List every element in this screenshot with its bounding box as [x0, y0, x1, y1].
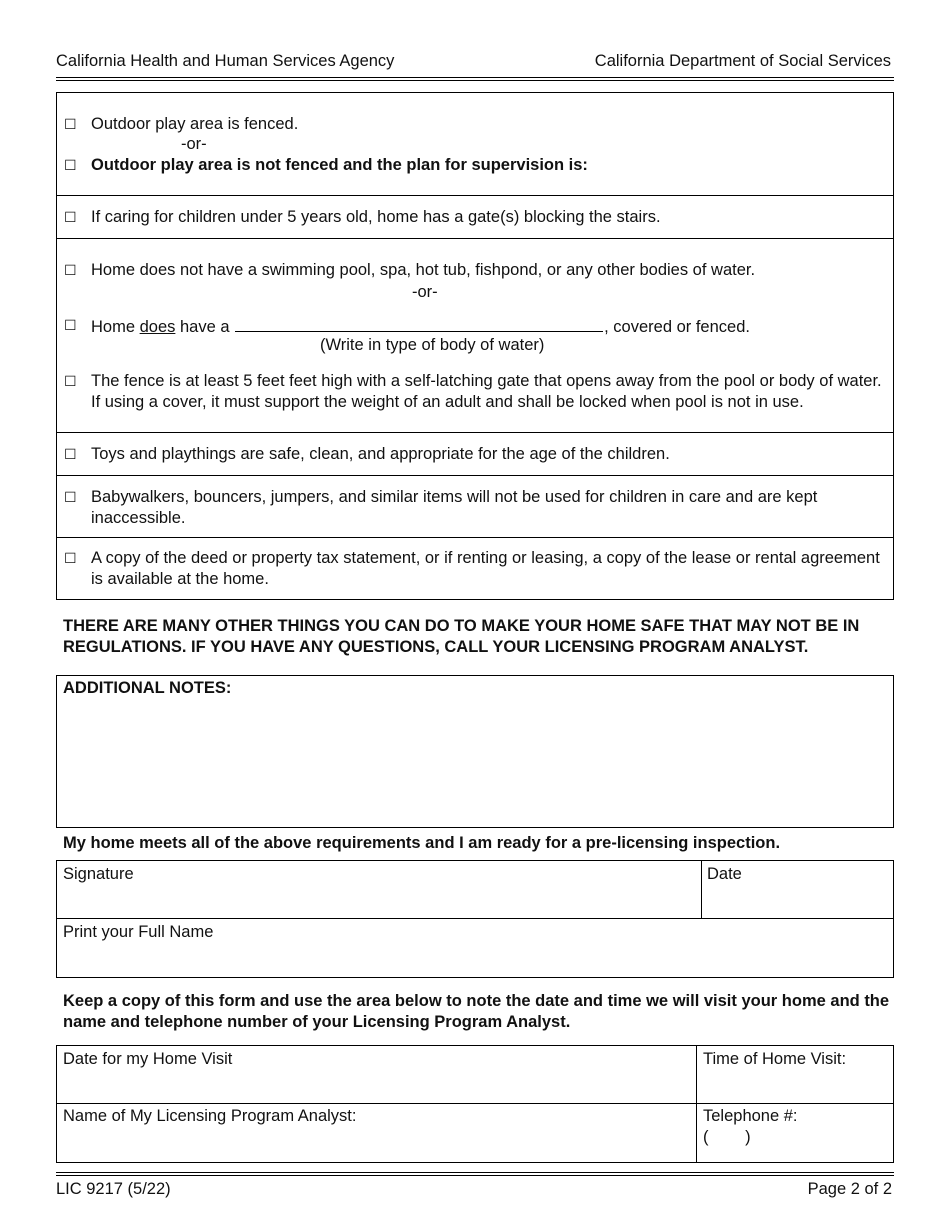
- outdoor-fenced-text: Outdoor play area is fenced.: [91, 115, 299, 133]
- deed-text: A copy of the deed or property tax statement, or if renting or leasing, a copy of the lease or rental agreement is available at the home.: [91, 549, 880, 588]
- header-rule-top: [56, 77, 894, 78]
- analyst-name-field[interactable]: [57, 1104, 696, 1161]
- checkbox-has-water[interactable]: ☐: [64, 318, 77, 334]
- additional-notes-field[interactable]: [56, 675, 894, 828]
- header-agency: California Health and Human Services Agency: [56, 52, 395, 70]
- no-water-text: Home does not have a swimming pool, spa, hot tub, fishpond, or any other bodies of water.: [91, 261, 756, 279]
- ready-statement: My home meets all of the above requirements and I am ready for a pre-licensing inspection.: [63, 834, 781, 852]
- home-visit-time-field[interactable]: [697, 1046, 892, 1103]
- home-visit-date-field[interactable]: [57, 1046, 696, 1103]
- babywalkers-section: [57, 476, 893, 538]
- checklist-item: [57, 548, 881, 589]
- checklist-item: [57, 487, 881, 528]
- water-have: have a: [179, 318, 230, 336]
- analyst-name-label: Name of My Licensing Program Analyst:: [63, 1107, 357, 1125]
- signature-field[interactable]: [57, 861, 701, 918]
- checklist-item: [57, 444, 670, 465]
- home-visit-date-label: Date for my Home Visit: [63, 1050, 233, 1068]
- telephone-area-code: ( ): [703, 1128, 751, 1146]
- checkbox-no-water[interactable]: ☐: [64, 263, 77, 279]
- home-visit-table: [56, 1045, 894, 1163]
- checkbox-outdoor-fenced[interactable]: ☐: [64, 117, 77, 133]
- or-separator: -or-: [181, 135, 207, 153]
- additional-notes-label: ADDITIONAL NOTES:: [63, 679, 232, 697]
- footer-rule-top: [56, 1172, 894, 1173]
- water-hint: (Write in type of body of water): [320, 336, 545, 354]
- or-separator: -or-: [412, 283, 438, 301]
- water-does: does: [139, 318, 176, 336]
- page-number: Page 2 of 2: [807, 1180, 892, 1198]
- date-field[interactable]: [702, 861, 892, 918]
- signature-label: Signature: [63, 865, 134, 883]
- gate-stairs-text: If caring for children under 5 years old, home has a gate(s) blocking the stairs.: [91, 208, 661, 226]
- safety-warning: THERE ARE MANY OTHER THINGS YOU CAN DO TO MAKE YOUR HOME SAFE THAT MAY NOT BE IN REGULATIONS. IF YOU HAVE ANY QUESTIONS, CALL YOUR LICENSING PROGRAM ANALYST.: [63, 617, 860, 656]
- checklist-item: [57, 114, 298, 135]
- form-id: LIC 9217 (5/22): [56, 1180, 171, 1198]
- checklist-item: [57, 207, 661, 228]
- checklist-item: [57, 371, 891, 412]
- checklist-box: [56, 92, 894, 600]
- toys-text: Toys and playthings are safe, clean, and appropriate for the age of the children.: [91, 445, 670, 463]
- outdoor-not-fenced-text: Outdoor play area is not fenced and the plan for supervision is:: [91, 156, 588, 174]
- babywalkers-text: Babywalkers, bouncers, jumpers, and similar items will not be used for children in care and are kept inaccessible.: [91, 488, 818, 527]
- fence-text: The fence is at least 5 feet feet high with a self-latching gate that opens away from the pool or body of water. If using a cover, it must support the weight of an adult and shall be locked when pool is not in use.: [91, 372, 882, 411]
- body-of-water-blank[interactable]: [235, 315, 603, 332]
- checkbox-toys[interactable]: ☐: [64, 447, 77, 463]
- water-suffix: , covered or fenced.: [604, 318, 750, 336]
- telephone-field[interactable]: [697, 1104, 892, 1161]
- water-section: [57, 239, 893, 433]
- footer-rule-bottom: [56, 1175, 894, 1176]
- water-prefix: Home: [91, 318, 136, 336]
- full-name-label: Print your Full Name: [63, 923, 214, 941]
- gate-section: [57, 196, 893, 239]
- checklist-item: [57, 260, 755, 281]
- date-label: Date: [707, 865, 742, 883]
- checklist-item: [57, 155, 588, 176]
- signature-table: [56, 860, 894, 978]
- header-department: California Department of Social Services: [594, 52, 891, 70]
- deed-section: [57, 538, 893, 599]
- checkbox-babywalkers[interactable]: ☐: [64, 490, 77, 506]
- keep-copy-statement: Keep a copy of this form and use the area below to note the date and time we will visit your home and the name and telephone number of your Licensing Program Analyst.: [63, 992, 890, 1031]
- checkbox-gate-stairs[interactable]: ☐: [64, 210, 77, 226]
- full-name-field[interactable]: [57, 919, 892, 976]
- checkbox-deed[interactable]: ☐: [64, 551, 77, 567]
- checkbox-outdoor-not-fenced[interactable]: ☐: [64, 158, 77, 174]
- outdoor-play-section: [57, 93, 893, 196]
- telephone-label: Telephone #:: [703, 1107, 798, 1125]
- toys-section: [57, 433, 893, 476]
- header-rule-bottom: [56, 80, 894, 81]
- checkbox-fence[interactable]: ☐: [64, 374, 77, 390]
- home-visit-time-label: Time of Home Visit:: [703, 1050, 847, 1068]
- checklist-item: [57, 315, 750, 338]
